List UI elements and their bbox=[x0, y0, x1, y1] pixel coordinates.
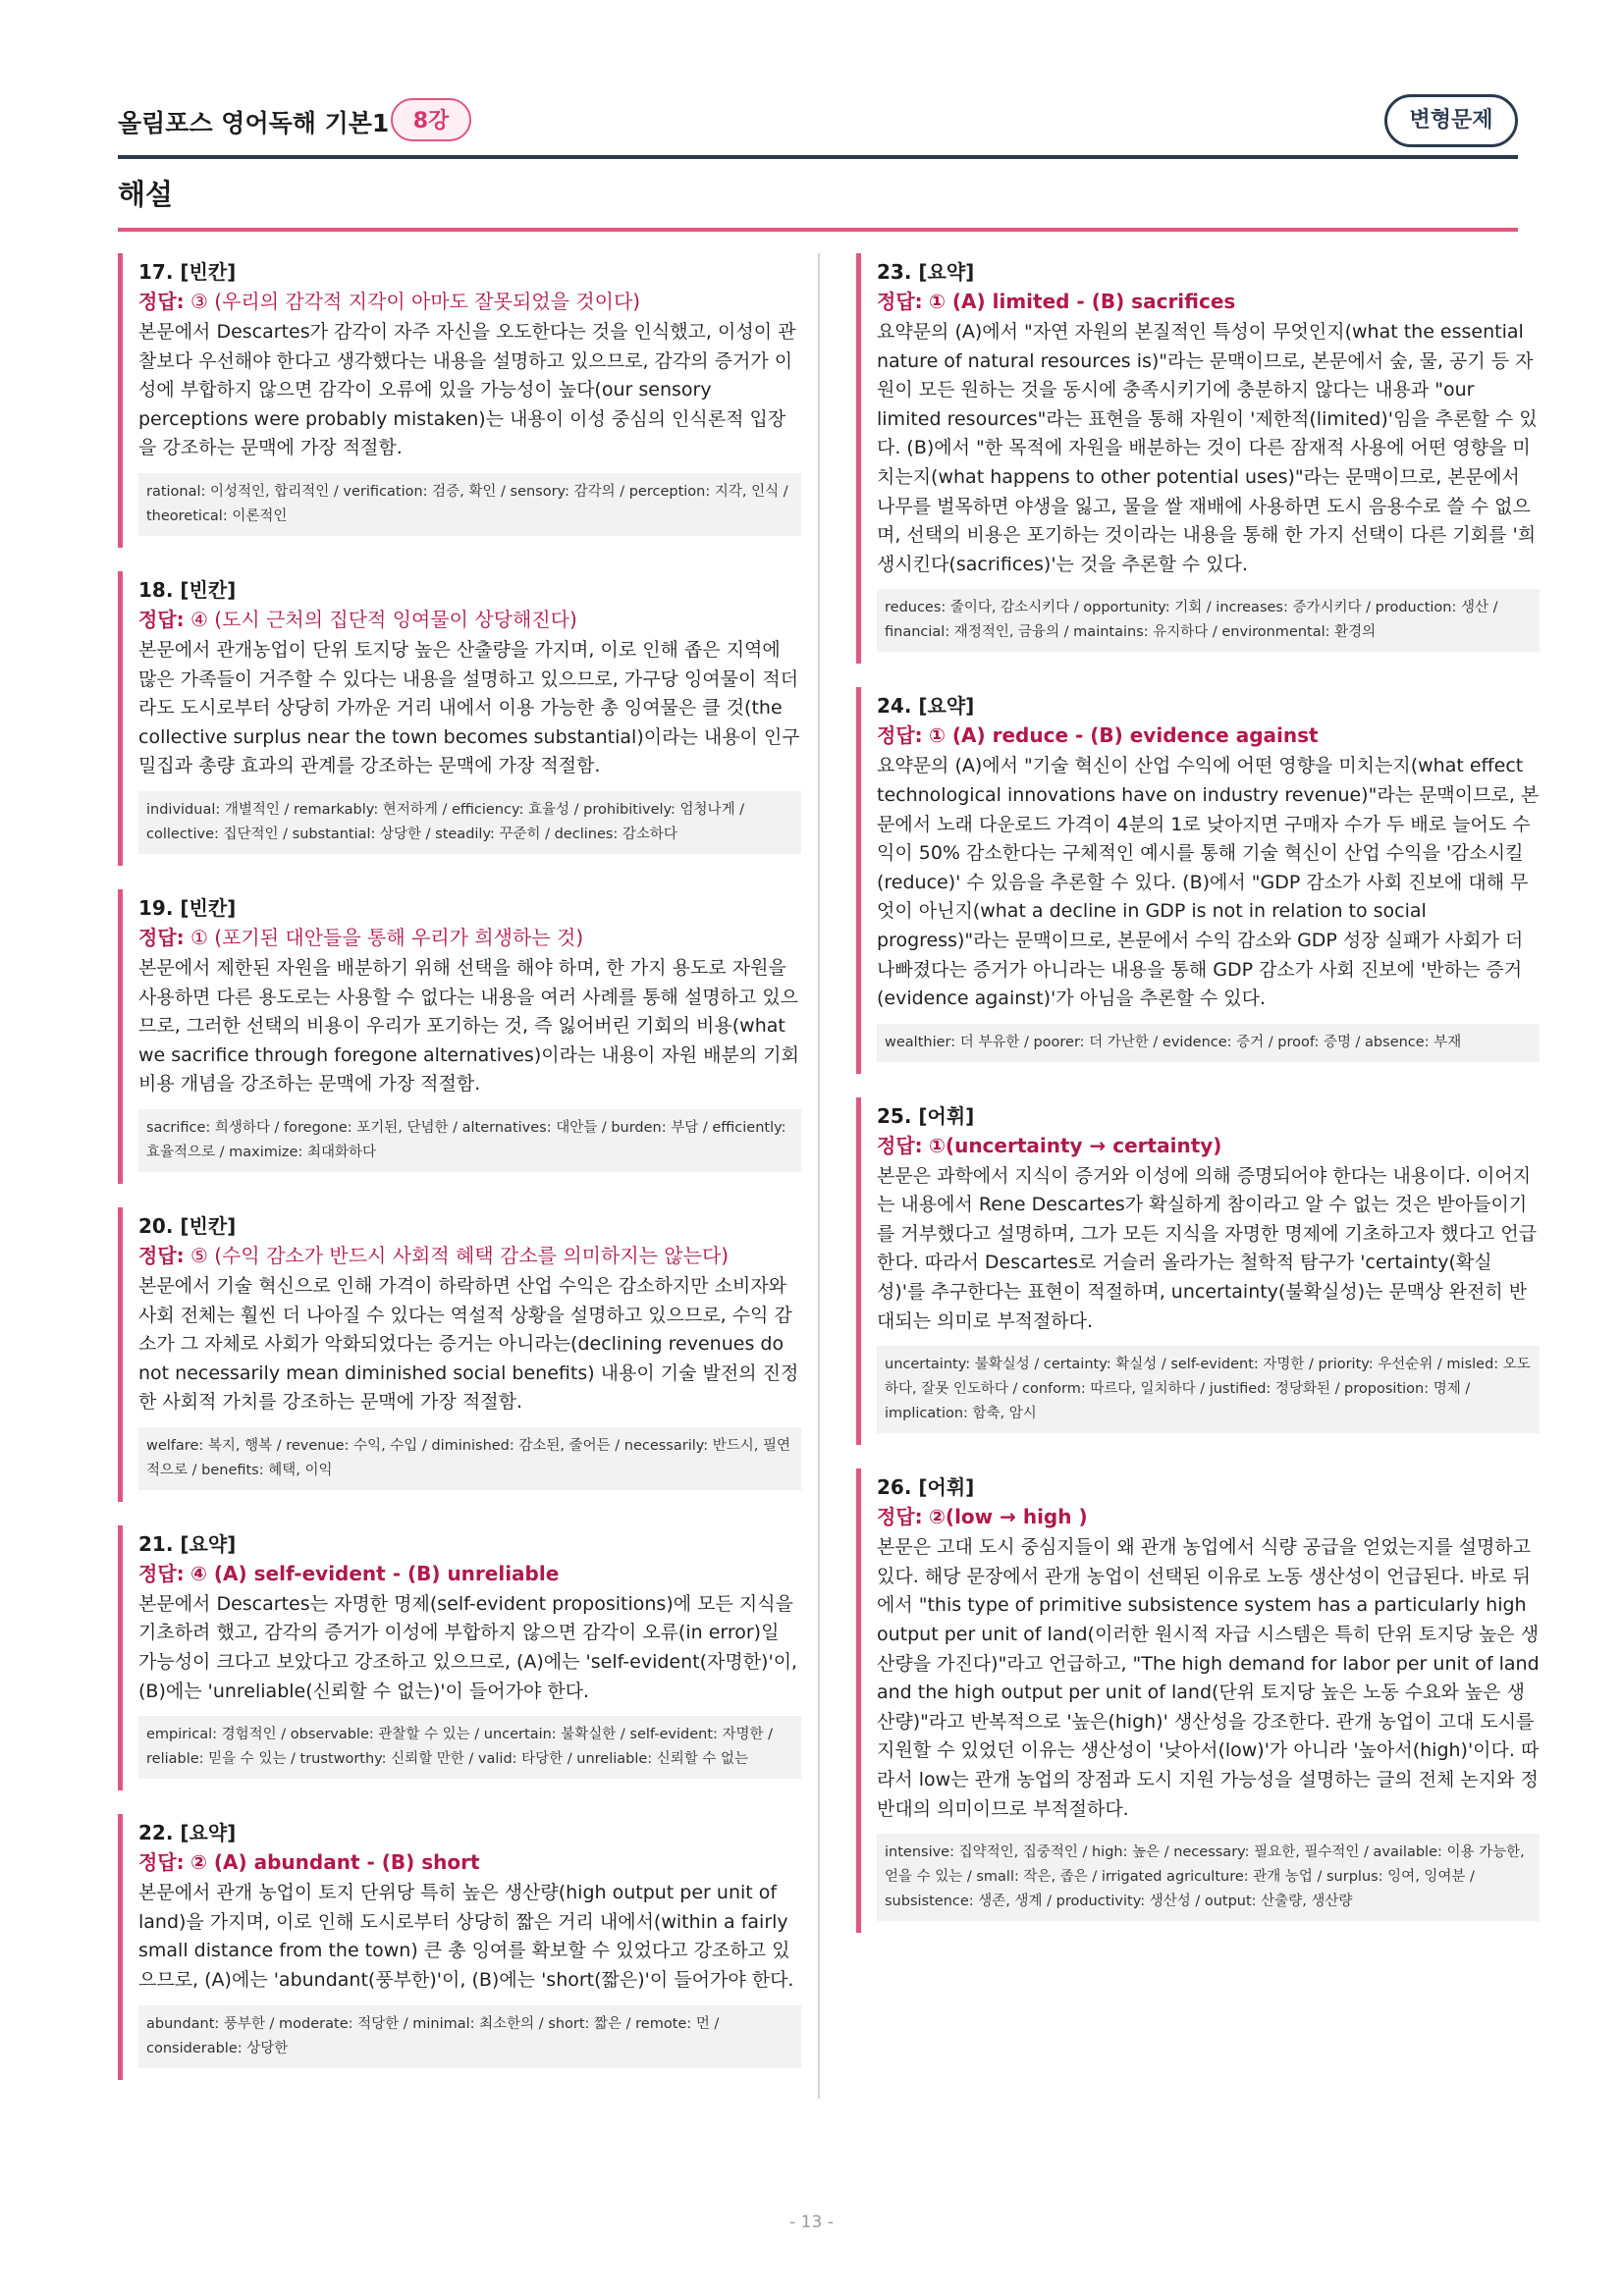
explanation-text: 본문은 고대 도시 중심지들이 왜 관개 농업에서 식량 공급을 얻었는지를 설명하고 있다. 해당 문장에서 관개 농업이 선택된 이유로 노동 생산성이 언급된다. 바로 뒤에서 "this type of primitive subsistence system has a particularly high output per unit of land(이러한 원시적 자급 시스템은 특히 단위 토지당 높은 생산량을 가진다)"라고 언급하고, "The high demand for labor per unit of land and the high output per unit of land(단위 토지당 높은 노동 수요와 높은 생산량)"라고 반복적으로 '높은(high)' 생산성을 강조한다. 관개 농업이 고대 도시를 지원할 수 있었던 이유는 생산성이 '낮아서(low)'가 아니라 '높아서(high)'이다. 따라서 low는 관개 농업의 장점과 도시 지원 가능성을 설명하는 글의 전체 논지와 정반대의 의미이므로 부적절하다. bbox=[877, 1536, 1540, 1820]
answer-label: 정답: bbox=[138, 1243, 185, 1267]
answer-label: 정답: bbox=[877, 1505, 923, 1529]
section-rule bbox=[118, 228, 1518, 232]
explanation-text: 요약문의 (A)에서 "자연 자원의 본질적인 특성이 무엇인지(what the essential nature of natural resources is)"라는 문맥이므로, 본문에서 숲, 물, 공기 등 자원이 모든 원하는 것을 동시에 충족시키기에 충분하지 않다는 내용과 "our limited resources"라는 표현을 통해 자원이 '제한적(limited)'임을 추론할 수 있다. (B)에서 "한 목적에 자원을 배분하는 것이 다른 잠재적 사용에 어떤 영향을 미치는지(what happens to other potential uses)"라는 문맥이므로, 본문에서 나무를 벌목하면 야생을 잃고, 물을 쌀 재배에 사용하면 도시 음용수로 쓸 수 없으며, 선택의 비용은 포기하는 것이라는 내용을 통해 한 가지 선택이 다른 기회를 '희생시킨다(sacrifices)'는 것을 추론할 수 있다. bbox=[877, 321, 1538, 575]
answer-line bbox=[138, 1241, 801, 1270]
explanation-item bbox=[118, 1525, 801, 1790]
answer-label: 정답: bbox=[138, 925, 185, 949]
answer-line bbox=[138, 287, 801, 316]
explanation-item bbox=[856, 1468, 1540, 1933]
answer-label: 정답: bbox=[138, 1561, 185, 1585]
answer-label: 정답: bbox=[877, 1133, 923, 1157]
answer-line bbox=[877, 1131, 1540, 1160]
answer-text: ② (A) abundant - (B) short bbox=[190, 1850, 480, 1875]
answer-label: 정답: bbox=[138, 1850, 185, 1875]
explanation-text: 본문에서 제한된 자원을 배분하기 위해 선택을 해야 하며, 한 가지 용도로 자원을 사용하면 다른 용도로는 사용할 수 없다는 내용을 여러 사례를 통해 설명하고 있으므로, 그러한 선택의 비용이 우리가 포기하는 것, 즉 잃어버린 기회의 비용(what we sacrifice through foregone alternatives)이라는 내용이 자원 배분의 기회비용 개념을 강조하는 문맥에 가장 적절함. bbox=[138, 956, 799, 1095]
explanation-text: 본문은 과학에서 지식이 증거와 이성에 의해 증명되어야 한다는 내용이다. 이어지는 내용에서 Rene Descartes가 확실하게 참이라고 알 수 없는 것은 받아들이기를 거부했다고 설명하며, 그가 모든 지식을 자명한 명제에 기초하고자 했다고 언급한다. 따라서 Descartes로 거슬러 올라가는 철학적 탐구가 'certainty(확실성)'를 추구한다는 표현이 적절하며, uncertainty(불확실성)는 문맥상 완전히 반대되는 의미로 부적절하다. bbox=[877, 1164, 1538, 1332]
answer-text: ④ (A) self-evident - (B) unreliable bbox=[190, 1561, 560, 1585]
vocabulary-box: intensive: 집약적인, 집중적인 / high: 높은 / necessary: 필요한, 필수적인 / available: 이용 가능한, 얻을 수 있는 / small: 작은, 좁은 / irrigated agriculture: 관개 농업 / surplus: 잉여, 잉여분 / subsistence: 생존, 생계 / productivity: 생산성 / output: 산출량, 생산량 bbox=[877, 1834, 1540, 1921]
question-number: 24. [요약] bbox=[877, 694, 975, 719]
answer-text: ① (A) limited - (B) sacrifices bbox=[929, 290, 1236, 313]
answer-text: ①(uncertainty → certainty) bbox=[929, 1133, 1222, 1157]
question-number: 22. [요약] bbox=[138, 1821, 237, 1845]
answer-text: ③ (우리의 감각적 지각이 아마도 잘못되었을 것이다) bbox=[190, 290, 641, 313]
left-column bbox=[118, 253, 801, 2104]
question-number: 17. [빈칸] bbox=[138, 260, 237, 284]
question-number: 21. [요약] bbox=[138, 1531, 237, 1556]
explanation-text: 본문에서 관개농업이 단위 토지당 높은 산출량을 가지며, 이로 인해 좁은 지역에 많은 가족들이 거주할 수 있다는 내용을 설명하고 있으므로, 가구당 잉여물이 적더라도 도시로부터 상당히 가까운 거리 내에서 이용 가능한 총 잉여물은 클 것(the collective surplus near the town becomes substantial)이라는 내용이 인구 밀집과 총량 효과의 관계를 강조하는 문맥에 가장 적절함. bbox=[138, 638, 800, 777]
column-divider bbox=[818, 253, 820, 2099]
answer-text: ⑤ (수익 감소가 반드시 사회적 혜택 감소를 의미하지는 않는다) bbox=[190, 1243, 730, 1267]
explanation-text: 본문에서 관개 농업이 토지 단위당 특히 높은 생산량(high output per unit of land)을 가지며, 이로 인해 도시로부터 상당히 짧은 거리 내에서(within a fairly small distance from the town) 큰 총 잉여를 확보할 수 있었다고 강조하고 있으므로, (A)에는 'abundant(풍부한)'이, (B)에는 'short(짧은)'이 들어가야 한다. bbox=[138, 1882, 794, 1992]
answer-label: 정답: bbox=[138, 607, 185, 631]
question-number: 25. [어휘] bbox=[877, 1103, 975, 1128]
vocabulary-box: reduces: 줄이다, 감소시키다 / opportunity: 기회 / increases: 증가시키다 / production: 생산 / financial: 재정적인, 금융의 / maintains: 유지하다 / environmental: 환경의 bbox=[877, 589, 1540, 652]
explanation-text: 본문에서 기술 혁신으로 인해 가격이 하락하면 산업 수익은 감소하지만 소비자와 사회 전체는 훨씬 더 나아질 수 있다는 역설적 상황을 설명하고 있으므로, 수익 감소가 그 자체로 사회가 악화되었다는 증거는 아니라는(declining revenues do not necessarily mean diminished social benefits) 내용이 기술 발전의 진정한 사회적 가치를 강조하는 문맥에 가장 적절함. bbox=[138, 1274, 799, 1414]
question-number: 23. [요약] bbox=[877, 260, 975, 284]
answer-line bbox=[138, 605, 801, 634]
answer-text: ① (A) reduce - (B) evidence against bbox=[929, 723, 1319, 748]
answer-label: 정답: bbox=[138, 290, 185, 313]
explanation-item bbox=[856, 253, 1540, 664]
section-title: 해설 bbox=[118, 178, 174, 211]
lesson-badge: 8강 bbox=[391, 98, 471, 141]
vocabulary-box: individual: 개별적인 / remarkably: 현저하게 / efficiency: 효율성 / prohibitively: 엄청나게 / collective: 집단적인 / substantial: 상당한 / steadily: 꾸준히 / declines: 감소하다 bbox=[138, 791, 801, 854]
vocabulary-box: empirical: 경험적인 / observable: 관찰할 수 있는 / uncertain: 불확실한 / self-evident: 자명한 / reliable: 믿을 수 있는 / trustworthy: 신뢰할 만한 / valid: 타당한 / unreliable: 신뢰할 수 없는 bbox=[138, 1716, 801, 1779]
vocabulary-box: sacrifice: 희생하다 / foregone: 포기된, 단념한 / alternatives: 대안들 / burden: 부담 / efficiently: 효율적으로 / maximize: 최대화하다 bbox=[138, 1109, 801, 1172]
explanation-item bbox=[118, 889, 801, 1184]
page-number: - 13 - bbox=[789, 2213, 834, 2232]
answer-line bbox=[138, 1559, 801, 1588]
type-badge: 변형문제 bbox=[1384, 94, 1518, 147]
vocabulary-box: wealthier: 더 부유한 / poorer: 더 가난한 / evidence: 증거 / proof: 증명 / absence: 부재 bbox=[877, 1024, 1540, 1062]
answer-line bbox=[877, 287, 1540, 316]
header-rule bbox=[118, 155, 1518, 159]
vocabulary-box: abundant: 풍부한 / moderate: 적당한 / minimal: 최소한의 / short: 짧은 / remote: 먼 / considerable: 상당한 bbox=[138, 2005, 801, 2068]
explanation-item bbox=[118, 571, 801, 866]
question-number: 26. [어휘] bbox=[877, 1475, 975, 1500]
vocabulary-box: welfare: 복지, 행복 / revenue: 수익, 수입 / diminished: 감소된, 줄어든 / necessarily: 반드시, 필연적으로 / benefits: 혜택, 이익 bbox=[138, 1427, 801, 1490]
explanation-text: 본문에서 Descartes가 감각이 자주 자신을 오도한다는 것을 인식했고, 이성이 관찰보다 우선해야 한다고 생각했다는 내용을 설명하고 있으므로, 감각의 증거가 이성에 부합하지 않으면 감각이 오류에 있을 가능성이 높다(our sensory perceptions were probably mistaken)는 내용이 이성 중심의 인식론적 입장을 강조하는 문맥에 가장 적절함. bbox=[138, 321, 796, 459]
answer-line bbox=[877, 721, 1540, 750]
answer-text: ②(low → high ) bbox=[929, 1505, 1088, 1529]
right-column bbox=[856, 253, 1540, 1956]
book-title: 올림포스 영어독해 기본1 bbox=[118, 109, 390, 137]
vocabulary-box: uncertainty: 불확실성 / certainty: 확실성 / self-evident: 자명한 / priority: 우선순위 / misled: 오도하다, 잘못 인도하다 / conform: 따르다, 일치하다 / justified: 정당화된 / proposition: 명제 / implication: 함축, 암시 bbox=[877, 1346, 1540, 1433]
question-number: 19. [빈칸] bbox=[138, 895, 237, 920]
explanation-item bbox=[856, 1097, 1540, 1446]
answer-text: ④ (도시 근처의 집단적 잉여물이 상당해진다) bbox=[190, 607, 577, 631]
answer-line bbox=[138, 923, 801, 952]
answer-line bbox=[877, 1502, 1540, 1531]
explanation-text: 요약문의 (A)에서 "기술 혁신이 산업 수익에 어떤 영향을 미치는지(what effect technological innovations have on industry revenue)"라는 문맥이므로, 본문에서 노래 다운로드 가격이 4분의 1로 낮아지면 구매자 수가 두 배로 늘어도 수익이 50% 감소한다는 구체적인 예시를 통해 기술 혁신이 산업 수익을 '감소시킬(reduce)' 수 있음을 추론할 수 있다. (B)에서 "GDP 감소가 사회 진보에 대해 무엇이 아닌지(what a decline in GDP is not in relation to social progress)"라는 문맥이므로, 본문에서 수익 감소와 GDP 성장 실패가 사회가 더 나빠졌다는 증거가 아니라는 내용을 통해 GDP 감소가 사회 진보에 '반하는 증거(evidence against)'가 아님을 추론할 수 있다. bbox=[877, 755, 1540, 1010]
explanation-text: 본문에서 Descartes는 자명한 명제(self-evident propositions)에 모든 지식을 기초하려 했고, 감각의 증거가 이성에 부합하지 않으면 감각이 오류(in error)일 가능성이 크다고 보았다고 강조하고 있으므로, (A)에는 'self-evident(자명한)'이, (B)에는 'unreliable(신뢰할 수 없는)'이 들어가야 한다. bbox=[138, 1592, 798, 1702]
answer-line bbox=[138, 1847, 801, 1877]
answer-label: 정답: bbox=[877, 723, 923, 748]
vocabulary-box: rational: 이성적인, 합리적인 / verification: 검증, 확인 / sensory: 감각의 / perception: 지각, 인식 / theoretical: 이론적인 bbox=[138, 473, 801, 536]
answer-label: 정답: bbox=[877, 290, 923, 313]
header-bar bbox=[118, 94, 1518, 153]
explanation-item bbox=[118, 1814, 801, 2079]
answer-text: ① (포기된 대안들을 통해 우리가 희생하는 것) bbox=[190, 925, 584, 949]
question-number: 20. [빈칸] bbox=[138, 1213, 237, 1238]
question-number: 18. [빈칸] bbox=[138, 577, 237, 602]
explanation-item bbox=[856, 687, 1540, 1073]
explanation-item bbox=[118, 253, 801, 548]
explanation-item bbox=[118, 1207, 801, 1502]
